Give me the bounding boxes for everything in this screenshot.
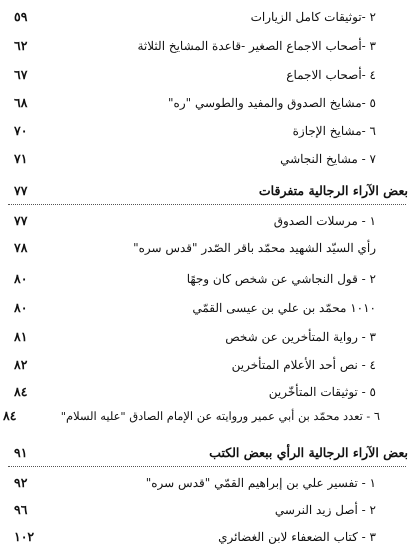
toc-page-number: ٧٠ — [14, 123, 28, 138]
toc-entry-title: ٤ -أصحاب الاجماع — [286, 68, 376, 82]
toc-section-heading[interactable] — [0, 178, 414, 204]
toc-page-number: ٨٠ — [14, 300, 28, 315]
toc-entry-title: ١ - تفسير علي بن إبراهيم القمّي "قدس سره" — [145, 476, 376, 490]
toc-entry[interactable] — [0, 403, 414, 429]
toc-entry[interactable] — [0, 379, 414, 405]
toc-section-title: بعض الآراء الرجالية متفرقات — [258, 183, 408, 198]
toc-page-number: ٥٩ — [14, 9, 28, 24]
toc-entry[interactable] — [0, 118, 414, 144]
toc-entry-title: ٣ - رواية المتأخرين عن شخص — [225, 330, 376, 344]
toc-page-number: ٨٤ — [3, 408, 17, 423]
section-divider — [8, 204, 406, 205]
toc-page-number: ٧٧ — [14, 183, 28, 198]
toc-entry-title: ٣ - كتاب الضعفاء لابن الغضائري — [218, 530, 376, 544]
toc-entry[interactable] — [0, 352, 414, 378]
toc-entry-title: ٥ -مشايخ الصدوق والمفيد والطوسي "ره" — [168, 96, 376, 110]
toc-page-number: ٧٧ — [14, 213, 28, 228]
toc-entry[interactable] — [0, 524, 414, 550]
section-divider — [8, 466, 406, 467]
toc-entry[interactable] — [0, 208, 414, 234]
toc-entry-title: ٢ - أصل زيد النرسي — [274, 503, 376, 517]
toc-entry[interactable] — [0, 90, 414, 116]
toc-entry-title: ٢ - قول النجاشي عن شخص كان وجهًا — [186, 272, 376, 286]
toc-entry-title: ٣ -أصحاب الاجماع الصغير -قاعدة المشايخ الثلاثة — [137, 39, 376, 53]
toc-entry[interactable] — [0, 497, 414, 523]
toc-page-number: ٦٧ — [14, 67, 28, 82]
toc-page-number: ٨٤ — [14, 384, 28, 399]
toc-entry-title: ٢ -توثيقات كامل الزيارات — [250, 10, 376, 24]
toc-entry-title: ٥ - توثيقات المتأخّرين — [268, 385, 376, 399]
toc-page-number: ١٠٢ — [14, 529, 35, 544]
toc-section-title: بعض الآراء الرجالية الرأي ببعض الكتب — [209, 445, 408, 460]
toc-entry[interactable] — [0, 62, 414, 88]
toc-entry[interactable] — [0, 235, 414, 261]
toc-page-number: ٩٢ — [14, 475, 28, 490]
toc-entry[interactable] — [0, 33, 414, 59]
toc-page-number: ٧٨ — [14, 240, 28, 255]
toc-entry-title: ٤ - نص أحد الأعلام المتأخرين — [231, 358, 376, 372]
toc-entry[interactable] — [0, 470, 414, 496]
toc-entry[interactable] — [0, 324, 414, 350]
toc-entry[interactable] — [0, 4, 414, 30]
toc-page-number: ٦٨ — [14, 95, 28, 110]
toc-entry-title: ١ - مرسلات الصدوق — [273, 214, 376, 228]
toc-entry[interactable] — [0, 295, 414, 321]
toc-page-number: ٦٢ — [14, 38, 28, 53]
toc-page-number: ٩٦ — [14, 502, 28, 517]
toc-section-heading[interactable] — [0, 440, 414, 466]
toc-entry[interactable] — [0, 266, 414, 292]
toc-entry-title: ٦ - تعدد محمّد بن أبي عمير وروايته عن الإمام الصادق "عليه السلام" — [60, 409, 380, 423]
toc-entry-title: ٦ -مشايخ الإجازة — [292, 124, 376, 138]
toc-entry-title: رأي السيّد الشهيد محمّد باقر الصّدر "قدس سره" — [133, 241, 376, 255]
toc-page-number: ٩١ — [14, 445, 28, 460]
toc-page-number: ٧١ — [14, 151, 28, 166]
toc-page-number: ٨٠ — [14, 271, 28, 286]
toc-page-number: ٨٢ — [14, 357, 28, 372]
toc-page-number: ٨١ — [14, 329, 28, 344]
toc-entry-title: ١٠١٠ محمّد بن علي بن عيسى القمّي — [192, 301, 376, 315]
toc-entry[interactable] — [0, 146, 414, 172]
toc-entry-title: ٧ - مشايخ النجاشي — [280, 152, 376, 166]
